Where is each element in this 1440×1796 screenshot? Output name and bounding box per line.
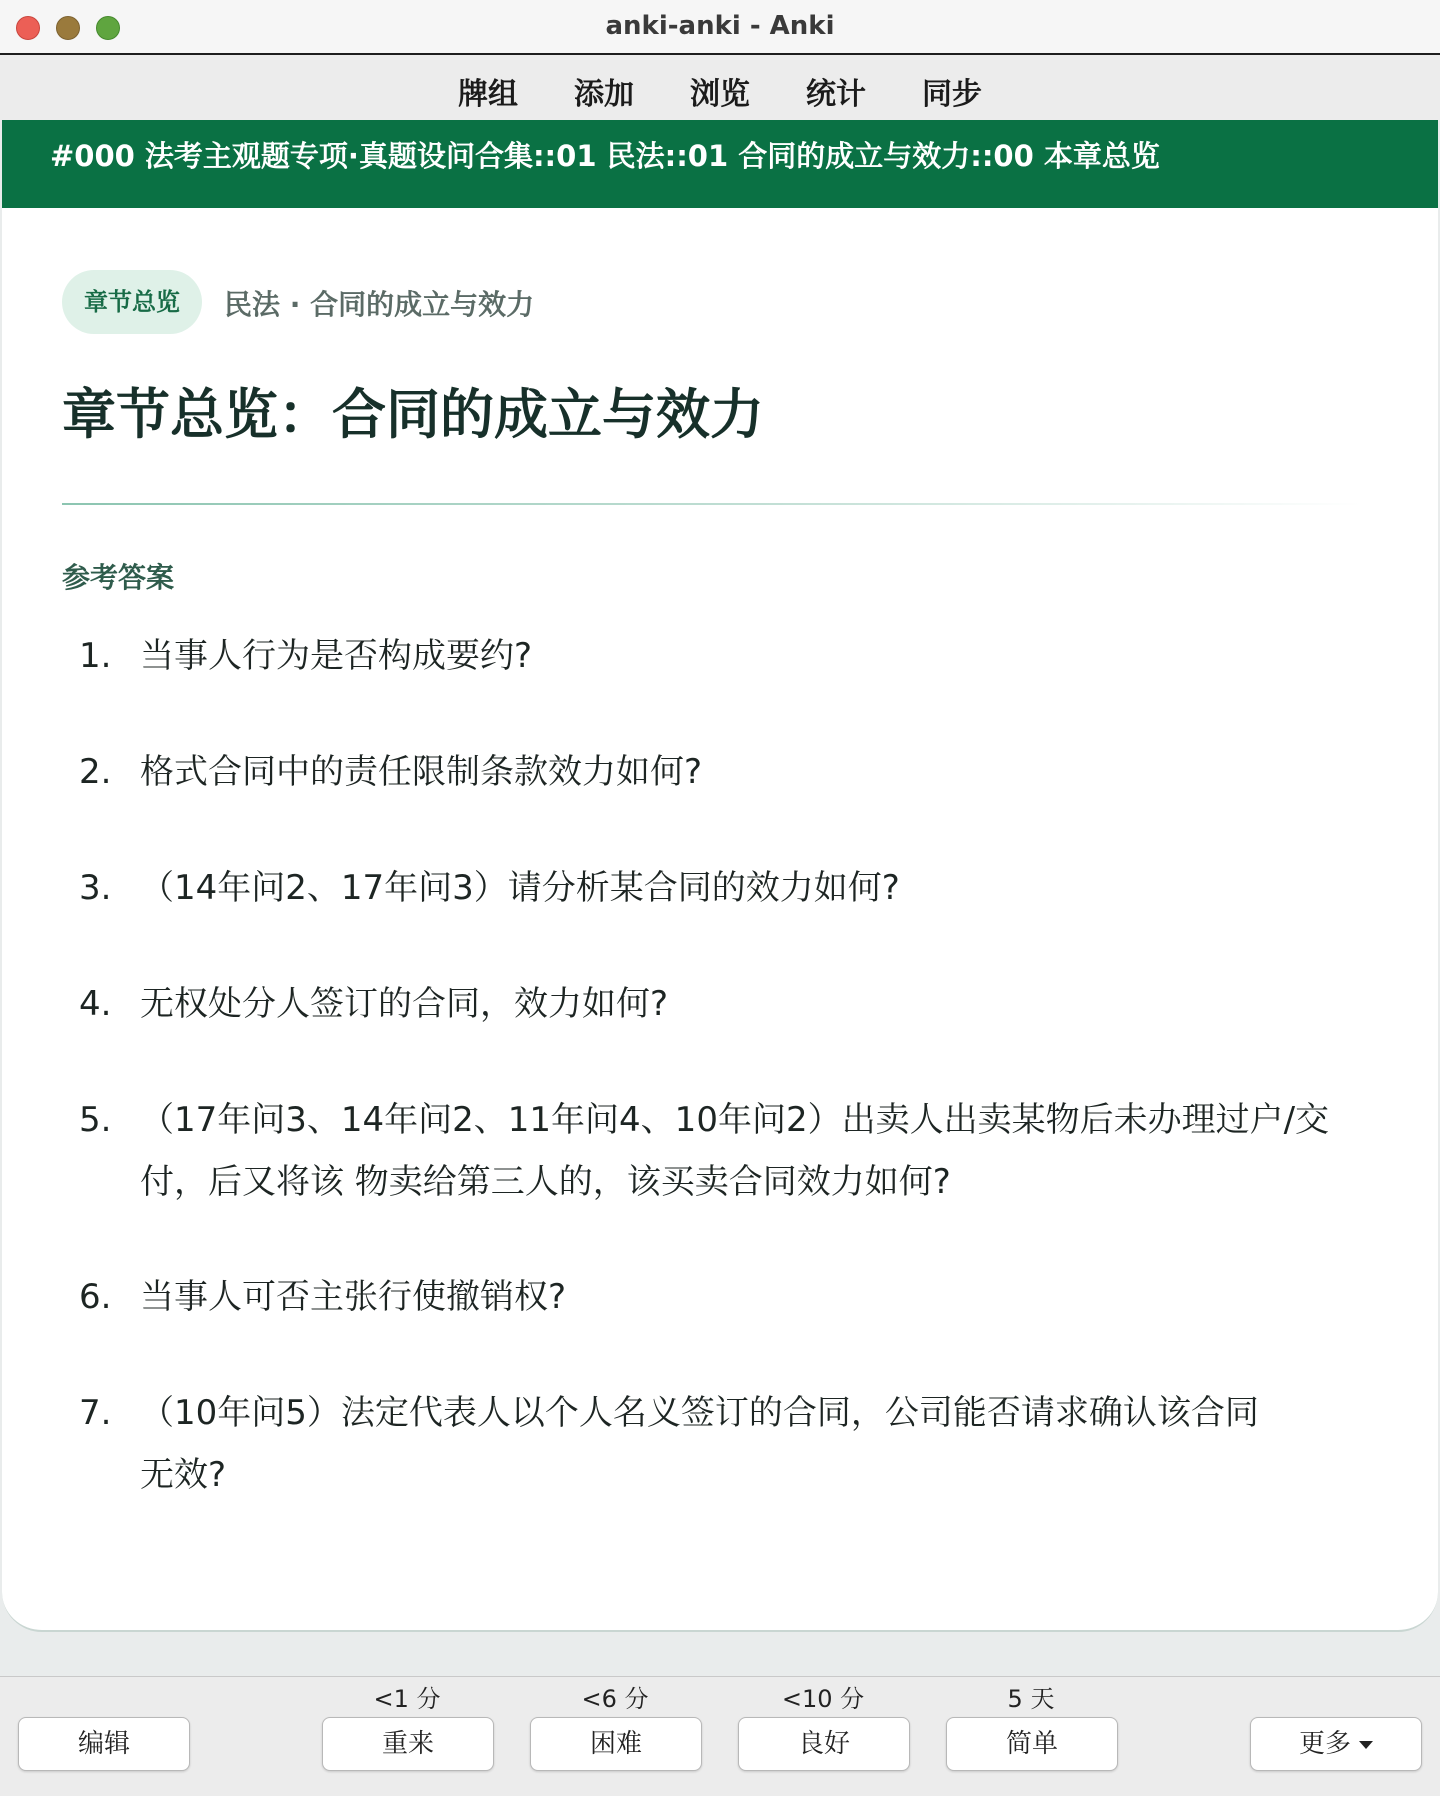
item-text-line: （10年问5）法定代表人以个人名义签订的合同，公司能否请求确认该合同: [140, 1393, 1259, 1433]
chapter-tag: 章节总览: [62, 270, 202, 334]
item-text: 无权处分人签订的合同，效力如何?: [140, 984, 669, 1024]
again-interval: <1 分: [373, 1685, 441, 1713]
more-label: 更多: [1298, 1729, 1351, 1759]
easy-interval: 5 天: [1007, 1685, 1055, 1713]
list-item: [62, 1089, 1362, 1213]
menu-add[interactable]: 添加: [574, 77, 634, 112]
chevron-down-icon: [1359, 1741, 1373, 1749]
item-number: 5.: [79, 1100, 112, 1140]
list-item: [62, 1266, 1362, 1328]
list-item: [62, 973, 1362, 1035]
menu-stats[interactable]: 统计: [806, 77, 866, 112]
menu-sync[interactable]: 同步: [922, 77, 982, 112]
good-button[interactable]: 良好: [738, 1717, 910, 1771]
item-number: 3.: [79, 868, 112, 908]
good-interval: <10 分: [781, 1685, 865, 1713]
deck-path: #000 法考主观题专项·真题设问合集::01 民法::01 合同的成立与效力::00 本章总览: [50, 139, 1160, 173]
deck-header: [2, 120, 1438, 208]
item-text: 当事人可否主张行使撤销权?: [140, 1277, 567, 1317]
hard-interval: <6 分: [581, 1685, 649, 1713]
breadcrumb: 民法 · 合同的成立与效力: [224, 288, 535, 321]
item-text-line: 付，后又将该 物卖给第三人的，该买卖合同效力如何?: [140, 1162, 951, 1202]
divider: [62, 503, 1362, 505]
item-text: [140, 1382, 1362, 1506]
item-text-line: 无效?: [140, 1455, 227, 1495]
list-item: [62, 857, 1362, 919]
edit-button[interactable]: 编辑: [18, 1717, 190, 1771]
menu-decks[interactable]: 牌组: [458, 77, 518, 112]
item-text: 格式合同中的责任限制条款效力如何?: [140, 752, 703, 792]
list-item: [62, 1382, 1362, 1506]
window-titlebar: [0, 0, 1440, 55]
list-item: [62, 741, 1362, 803]
card-title: 章节总览：合同的成立与效力: [62, 383, 764, 446]
easy-button[interactable]: 简单: [946, 1717, 1118, 1771]
item-number: 1.: [79, 636, 112, 676]
item-text: [140, 1089, 1362, 1213]
item-number: 4.: [79, 984, 112, 1024]
window-title: anki-anki - Anki: [605, 11, 835, 41]
section-label: 参考答案: [62, 561, 175, 594]
main-toolbar: [0, 55, 1440, 121]
item-number: 2.: [79, 752, 112, 792]
review-bottom-bar: [0, 1676, 1440, 1796]
item-text: 当事人行为是否构成要约?: [140, 636, 533, 676]
more-button[interactable]: [1250, 1717, 1422, 1771]
list-item: [62, 625, 1362, 687]
hard-button[interactable]: 困难: [530, 1717, 702, 1771]
menu-browse[interactable]: 浏览: [690, 77, 750, 112]
card-view: [2, 120, 1438, 1632]
again-button[interactable]: 重来: [322, 1717, 494, 1771]
item-text: （14年问2、17年问3）请分析某合同的效力如何?: [140, 868, 900, 908]
item-text-line: （17年问3、14年问2、11年问4、10年问2）出卖人出卖某物后未办理过户/交: [140, 1100, 1330, 1140]
item-number: 7.: [79, 1393, 112, 1433]
item-number: 6.: [79, 1277, 112, 1317]
